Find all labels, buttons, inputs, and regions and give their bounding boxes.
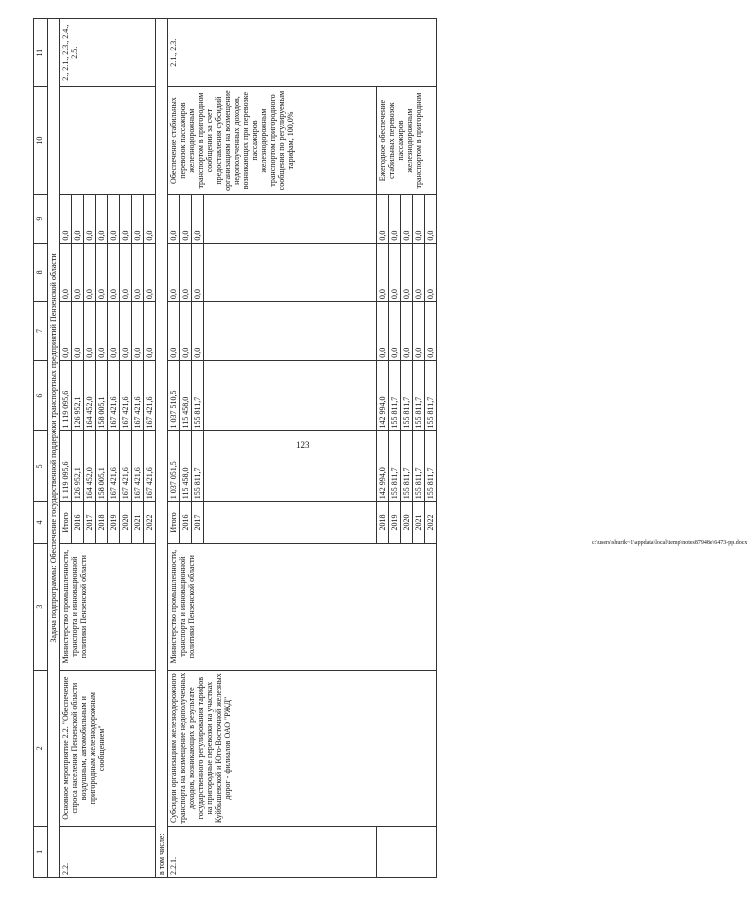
spacer-cell — [204, 431, 377, 502]
federal-cell: 0,0 — [377, 302, 389, 361]
local-cell: 0,0 — [377, 243, 389, 302]
other-cell: 0,0 — [108, 194, 120, 243]
local-cell: 0,0 — [401, 243, 413, 302]
other-cell: 0,0 — [401, 194, 413, 243]
main-event-executor: Министерство промышленности, транспорта и инновационной политики Пензенской области — [60, 543, 156, 670]
regional-cell: 167 421,6 — [120, 360, 132, 431]
sub-event-number: 2.2.1. — [168, 826, 377, 877]
table-row — [168, 19, 180, 878]
total-cell: 126 952,1 — [72, 431, 84, 502]
regional-cell: 1 037 510,5 — [168, 360, 180, 431]
total-cell: 164 452,0 — [84, 431, 96, 502]
local-cell: 0,0 — [96, 243, 108, 302]
col-header: 2 — [34, 670, 48, 826]
federal-cell: 0,0 — [108, 302, 120, 361]
rotated-sheet — [33, 18, 598, 878]
other-cell: 0,0 — [60, 194, 72, 243]
regional-cell: 155 811,7 — [389, 360, 401, 431]
col-header: 3 — [34, 543, 48, 670]
local-cell: 0,0 — [168, 243, 180, 302]
local-cell: 0,0 — [413, 243, 425, 302]
total-cell: 158 005,1 — [96, 431, 108, 502]
main-event-name: Основное мероприятие 2.2. "Обеспечение спроса населения Пензенской области воздушным, автомобильным и пригородным железнодорожным сообщением" — [60, 670, 156, 826]
year-cell: 2017 — [84, 502, 96, 543]
col-header: 11 — [34, 19, 48, 87]
federal-cell: 0,0 — [144, 302, 156, 361]
total-cell: 167 421,6 — [144, 431, 156, 502]
federal-cell: 0,0 — [192, 302, 204, 361]
regional-cell: 155 811,7 — [425, 360, 437, 431]
col-header: 8 — [34, 243, 48, 302]
col-header: 9 — [34, 194, 48, 243]
federal-cell: 0,0 — [168, 302, 180, 361]
year-cell: 2016 — [180, 502, 192, 543]
regional-cell: 167 421,6 — [132, 360, 144, 431]
federal-cell: 0,0 — [401, 302, 413, 361]
footer-path: c:\users\shurik~1\appdata\local\temp\notes87948e\6473-pp.docx — [592, 540, 747, 546]
col-header: 1 — [34, 826, 48, 877]
year-cell: 2017 — [192, 502, 204, 543]
column-number-row — [34, 19, 48, 878]
year-cell: 2018 — [377, 502, 389, 543]
col-header: 10 — [34, 87, 48, 194]
rotated-table-viewport — [33, 18, 598, 878]
table-row — [60, 19, 72, 878]
other-cell: 0,0 — [132, 194, 144, 243]
col-header: 4 — [34, 502, 48, 543]
total-cell: 1 119 095,6 — [60, 431, 72, 502]
spacer-cell — [204, 502, 377, 543]
local-cell: 0,0 — [108, 243, 120, 302]
regional-cell: 115 458,0 — [180, 360, 192, 431]
regional-cell: 164 452,0 — [84, 360, 96, 431]
including-row — [156, 19, 168, 878]
regional-cell: 126 952,1 — [72, 360, 84, 431]
main-event-result — [60, 87, 156, 194]
other-cell: 0,0 — [192, 194, 204, 243]
other-cell: 0,0 — [120, 194, 132, 243]
main-event-number: 2.2. — [60, 826, 156, 877]
local-cell: 0,0 — [60, 243, 72, 302]
year-cell: 2018 — [96, 502, 108, 543]
page-number: 123 — [296, 440, 310, 450]
other-cell: 0,0 — [144, 194, 156, 243]
year-cell: 2022 — [425, 502, 437, 543]
regional-cell: 155 811,7 — [413, 360, 425, 431]
regional-cell: 167 421,6 — [108, 360, 120, 431]
spacer-cell — [204, 194, 377, 243]
total-cell: 167 421,6 — [108, 431, 120, 502]
regional-cell: 158 005,1 — [96, 360, 108, 431]
other-cell: 0,0 — [425, 194, 437, 243]
total-cell: 167 421,6 — [132, 431, 144, 502]
local-cell: 0,0 — [84, 243, 96, 302]
federal-cell: 0,0 — [72, 302, 84, 361]
col-header: 6 — [34, 360, 48, 431]
other-cell: 0,0 — [96, 194, 108, 243]
col-header: 5 — [34, 431, 48, 502]
sub-event-executor: Министерство промышленности, транспорта и инновационной политики Пензенской области — [168, 543, 437, 670]
task-title-row — [48, 19, 60, 878]
local-cell: 0,0 — [144, 243, 156, 302]
local-cell: 0,0 — [192, 243, 204, 302]
sub-event-name: Субсидии организациям железнодорожного транспорта на возмещение недополученных доходов, возникающих в результате государственного регулирования тарифов на пригородные перевозки на участках Куйбышевской и Юго-Восточной железных дорог - филиалов ОАО "РЖД" — [168, 670, 437, 826]
total-cell: 115 458,0 — [180, 431, 192, 502]
regional-cell: 155 811,7 — [401, 360, 413, 431]
total-cell: 142 994,0 — [377, 431, 389, 502]
year-cell: 2019 — [389, 502, 401, 543]
year-cell: 2022 — [144, 502, 156, 543]
other-cell: 0,0 — [168, 194, 180, 243]
other-cell: 0,0 — [377, 194, 389, 243]
including-label: в том числе: — [156, 19, 168, 878]
federal-cell: 0,0 — [413, 302, 425, 361]
program-table — [33, 18, 437, 878]
federal-cell: 0,0 — [60, 302, 72, 361]
task-title: Задача подпрограммы: Обеспечение государственной поддержки транспортных предприятий Пензенской области — [48, 19, 60, 878]
federal-cell: 0,0 — [96, 302, 108, 361]
total-cell: 155 811,7 — [192, 431, 204, 502]
year-cell: 2016 — [72, 502, 84, 543]
total-cell: 1 037 051,5 — [168, 431, 180, 502]
local-cell: 0,0 — [425, 243, 437, 302]
sub-event-result-a: Обеспечение стабильных перевозок пассажиров железнодорожным транспортом в пригородном сообщении за счет предоставления субсидий организациям на возмещение недополученных доходов, возникающих при перевозке пассажиров железнодорожным транспортом пригородного сообщения по регулируемым тарифам, 100,0% — [168, 87, 377, 194]
total-cell: 155 811,7 — [401, 431, 413, 502]
federal-cell: 0,0 — [84, 302, 96, 361]
local-cell: 0,0 — [389, 243, 401, 302]
other-cell: 0,0 — [84, 194, 96, 243]
local-cell: 0,0 — [120, 243, 132, 302]
regional-cell: 142 994,0 — [377, 360, 389, 431]
local-cell: 0,0 — [72, 243, 84, 302]
sub-event-number-cont — [377, 826, 437, 877]
spacer-cell — [204, 302, 377, 361]
other-cell: 0,0 — [180, 194, 192, 243]
local-cell: 0,0 — [132, 243, 144, 302]
total-cell: 167 421,6 — [120, 431, 132, 502]
federal-cell: 0,0 — [132, 302, 144, 361]
year-cell: Итого — [168, 502, 180, 543]
regional-cell: 155 811,7 — [192, 360, 204, 431]
local-cell: 0,0 — [180, 243, 192, 302]
other-cell: 0,0 — [389, 194, 401, 243]
year-cell: 2020 — [120, 502, 132, 543]
regional-cell: 167 421,6 — [144, 360, 156, 431]
sub-event-result-b: Ежегодное обеспечение стабильных перевозок пассажиров железнодорожным транспортом в пригородном — [377, 87, 437, 194]
year-cell: Итого — [60, 502, 72, 543]
federal-cell: 0,0 — [425, 302, 437, 361]
year-cell: 2019 — [108, 502, 120, 543]
total-cell: 155 811,7 — [425, 431, 437, 502]
year-cell: 2021 — [413, 502, 425, 543]
spacer-cell — [204, 243, 377, 302]
federal-cell: 0,0 — [389, 302, 401, 361]
federal-cell: 0,0 — [180, 302, 192, 361]
main-event-indicators: 2., 2.1., 2.3., 2.4., 2.5. — [60, 19, 156, 87]
year-cell: 2020 — [401, 502, 413, 543]
other-cell: 0,0 — [72, 194, 84, 243]
total-cell: 155 811,7 — [389, 431, 401, 502]
col-header: 7 — [34, 302, 48, 361]
federal-cell: 0,0 — [120, 302, 132, 361]
other-cell: 0,0 — [413, 194, 425, 243]
regional-cell: 1 119 095,6 — [60, 360, 72, 431]
total-cell: 155 811,7 — [413, 431, 425, 502]
spacer-cell — [204, 360, 377, 431]
year-cell: 2021 — [132, 502, 144, 543]
sub-event-indicators: 2.1., 2.3. — [168, 19, 437, 87]
